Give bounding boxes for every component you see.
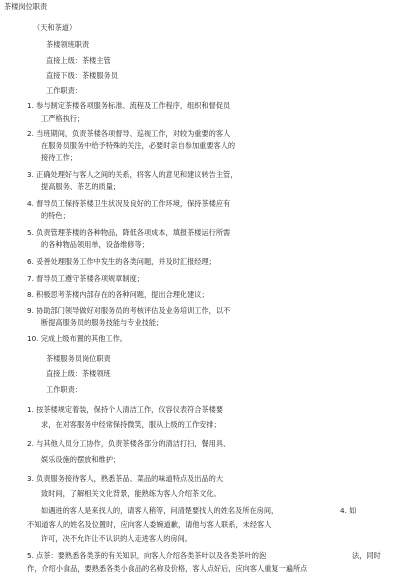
s1-item-8: 8. 积极思考茶楼内部存在的各种问题，提出合理化建议； <box>27 290 209 299</box>
s1-item-4-line-2: 的特色； <box>41 211 70 220</box>
s1-item-2-line-3: 接待工作； <box>41 153 77 162</box>
s1-item-7: 7. 督导员工遵守茶楼各项规章制度； <box>27 274 144 283</box>
section2-superior: 直接上级：茶楼领班 <box>46 369 111 378</box>
s1-item-9-line-2: 断提高服务员的服务技能与专业技能； <box>41 318 164 327</box>
s1-item-5-line-1: 5. 负责管理茶楼的各种物品，降低各项成本，填报茶楼运行所需 <box>27 228 231 237</box>
s2-item-2-line-2: 娱乐设施的摆放和维护； <box>41 455 121 464</box>
section2-heading: 茶楼服务员岗位职责 <box>46 354 111 363</box>
s1-item-6: 6. 妥善处理服务工作中发生的各类问题，并及时汇报经理； <box>27 257 216 266</box>
s1-item-3-line-1: 3. 正确处理好与客人之间的关系，将客人的意见和建议转告主管， <box>27 170 238 179</box>
s2-item-4-line-2: 不知道客人的姓名及位置时，应向客人委婉道歉，请他与客人联系，未经客人 <box>27 520 272 529</box>
s1-item-5-line-2: 的各种物品领用单，设备维修等； <box>41 240 149 249</box>
s2-item-5a-line-2: 作，介绍小食品，要熟悉各类小食品的名称及价格，客人点好后，应向客人重复一遍所点 <box>27 564 308 573</box>
section1-subordinate: 直接下级：茶楼服务员 <box>46 71 118 80</box>
s2-item-4-side: 4. 如 <box>340 506 357 515</box>
section1-superior: 直接上级：茶楼主管 <box>46 56 111 65</box>
s2-item-4-line-1: 如遇进的客人是来找人的，请客人稍等，问清楚要找人的姓名及所在房间， <box>41 506 279 515</box>
s2-item-1-line-1: 1. 按茶楼规定着装，保持个人清洁工作，仪容仪表符合茶楼要 <box>27 405 224 414</box>
s2-item-2-line-1: 2. 与其他人员分工协作，负责茶楼各部分的清洁打扫，餐用具、 <box>27 439 231 448</box>
s1-item-3-line-2: 提高服务、茶艺的质量； <box>41 182 121 191</box>
s1-item-9-line-1: 9. 协助部门领导做好对服务员的考核评估及业务培训工作，以不 <box>27 306 231 315</box>
s2-item-5a-line-1: 5. 点茶：要熟悉各类茶的有关知识，向客人介绍各类茶叶以及各类茶叶的泡 <box>27 551 267 560</box>
s1-item-1-line-1: 1. 参与制定茶楼各项服务标准、流程及工作程序，组织和督促员 <box>27 101 231 110</box>
s1-item-1-line-2: 工严格执行； <box>41 114 85 123</box>
s1-item-10: 10. 完成上级布置的其他工作。 <box>27 334 127 343</box>
s1-item-2-line-2: 在服务员服务中给予特殊的关注，必要时亲自参加重要客人的 <box>41 141 236 150</box>
doc-title: 茶楼岗位职责 <box>4 2 48 11</box>
s1-item-2-line-1: 2. 当班期间，负责茶楼各项督导、巡视工作，对较为重要的客人 <box>27 129 231 138</box>
s1-item-4-line-1: 4. 督导员工保持茶楼卫生状况及良好的工作环境，保持茶楼应有 <box>27 199 231 208</box>
s2-item-3-line-2: 致时间，了解相关文化背景，能熟练为客人介绍茶文化。 <box>41 489 221 498</box>
section2-duties-label: 工作职责： <box>46 385 82 394</box>
s2-item-3-line-1: 3. 负责服务接待客人，熟悉茶品、菜品的味道特点及出品的大 <box>27 474 224 483</box>
s2-item-1-line-2: 求，在对客服务中经常保持微笑，服从上级的工作安排； <box>41 420 221 429</box>
section1-heading: 茶楼领班职责 <box>46 40 90 49</box>
s2-item-4-line-3: 许可，决不允许让不认识的人走进客人的房间。 <box>41 534 192 543</box>
s2-item-5a-side: 法，同时 <box>352 551 381 560</box>
org-name: （天和茶道） <box>33 23 77 32</box>
section1-duties-label: 工作职责： <box>46 86 82 95</box>
